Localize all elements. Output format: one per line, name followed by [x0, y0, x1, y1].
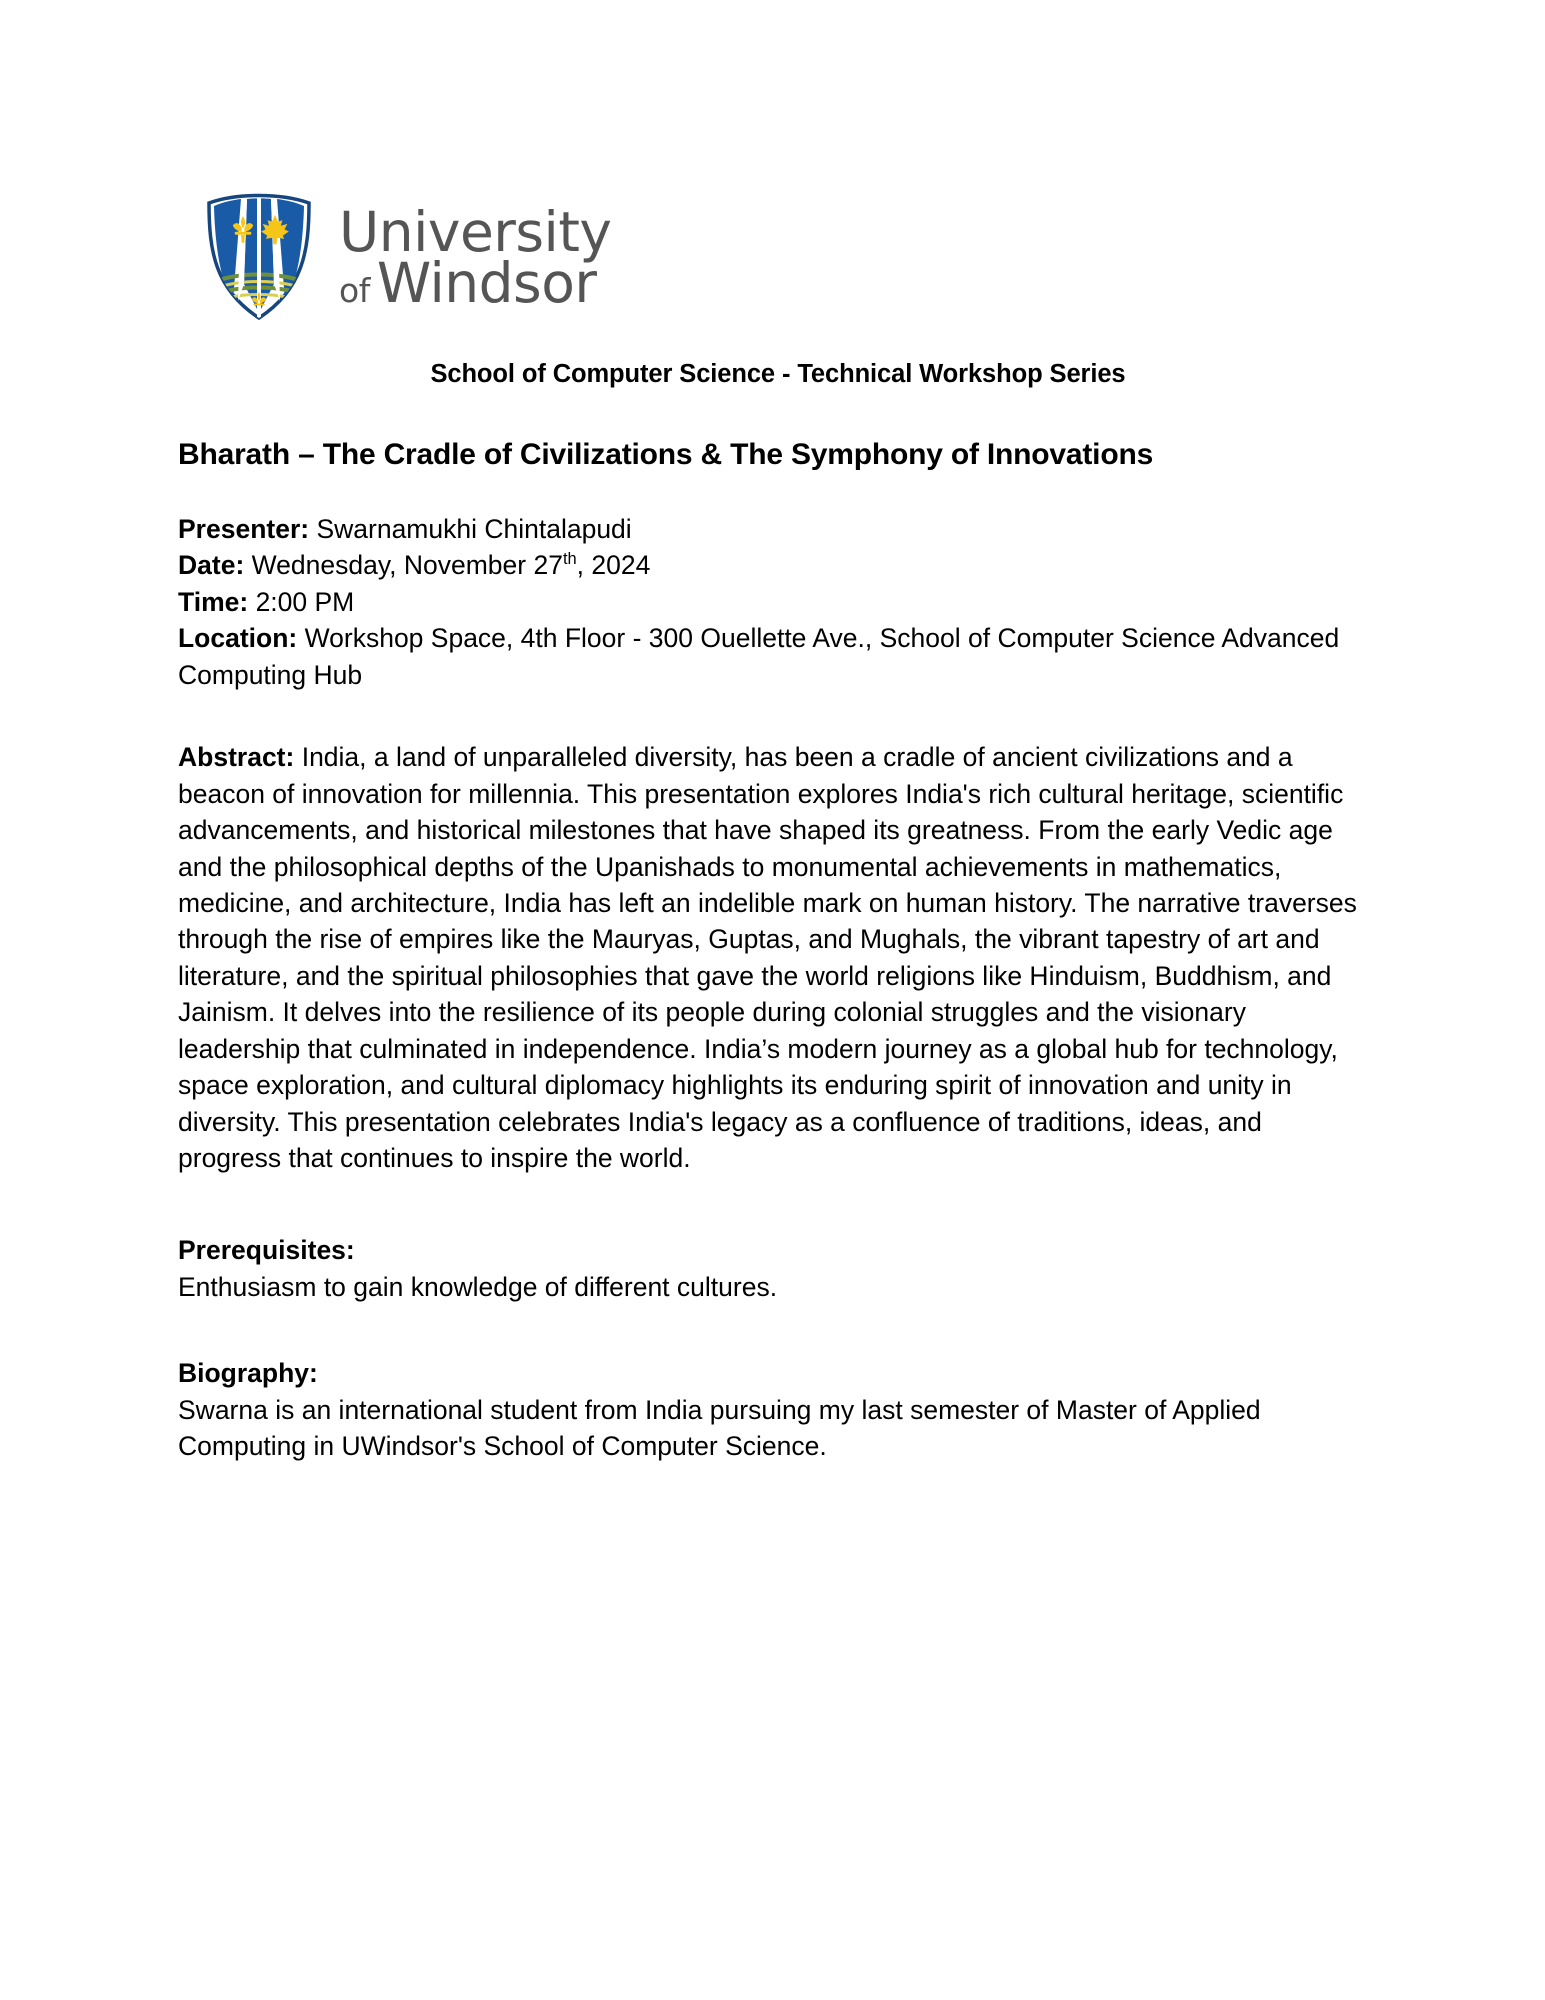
university-wordmark [339, 199, 612, 315]
location-label: Location: [178, 623, 305, 654]
wordmark-university: University [339, 199, 612, 264]
event-details [178, 511, 1368, 693]
abstract-label: Abstract: [178, 742, 302, 773]
location-value: Workshop Space, 4th Floor - 300 Ouellette Ave., School of Computer Science Advanced Computing Hub [178, 623, 1340, 690]
talk-title: Bharath – The Cradle of Civilizations & The Symphony of Innovations [178, 438, 1154, 471]
location-line [178, 620, 1368, 693]
biography-label: Biography: [178, 1358, 318, 1389]
date-label: Date: [178, 550, 252, 581]
presenter-label: Presenter: [178, 514, 317, 544]
date-line [178, 547, 1368, 583]
date-value-pre: Wednesday, November 27 [251, 550, 563, 581]
date-value-post: , 2024 [576, 550, 651, 581]
university-logo [203, 180, 1368, 330]
prerequisites-label: Prerequisites: [178, 1235, 355, 1266]
wordmark-of: of [339, 271, 370, 310]
presenter-line [178, 511, 1368, 547]
university-of-windsor-shield-icon [203, 189, 315, 321]
abstract-text: India, a land of unparalleled diversity, has been a cradle of ancient civilizations and a beacon of innovation for millennia. This presentation explores India's rich cultural heritage, scientific advancements, and historical milestones that have shaped its greatness. From the early Vedic age and the philosophical depths of the Upanishads to monumental achievements in mathematics, medicine, and architecture, India has left an indelible mark on human history. The narrative traverses through the rise of empires like the Mauryas, Guptas, and Mughals, the vibrant tapestry of art and literature, and the spiritual philosophies that gave the world religions like Hinduism, Buddhism, and Jainism. It delves into the resilience of its people during colonial struggles and the visionary leadership that culminated in independence. India’s modern journey as a global hub for technology, space exploration, and cultural diplomacy highlights its enduring spirit of innovation and unity in diversity. This presentation celebrates India's legacy as a confluence of traditions, ideas, and progress that continues to inspire the world. [178, 742, 1357, 1173]
document-content [178, 180, 1368, 1465]
time-label: Time: [178, 586, 256, 617]
biography-text: Swarna is an international student from India pursuing my last semester of Master of Applied Computing in UWindsor's School of Computer Science. [178, 1394, 1261, 1462]
time-line [178, 584, 1368, 620]
wordmark-windsor: Windsor [376, 251, 597, 315]
workshop-series-heading: School of Computer Science - Technical Workshop Series [430, 360, 1126, 388]
abstract-section [178, 739, 1368, 1176]
wordmark-of-windsor [339, 251, 611, 315]
time-value: 2:00 PM [255, 586, 355, 617]
prerequisites-text: Enthusiasm to gain knowledge of different cultures. [178, 1271, 778, 1302]
presenter-value: Swarnamukhi Chintalapudi [316, 514, 632, 544]
date-ordinal-suffix: th [562, 550, 577, 569]
